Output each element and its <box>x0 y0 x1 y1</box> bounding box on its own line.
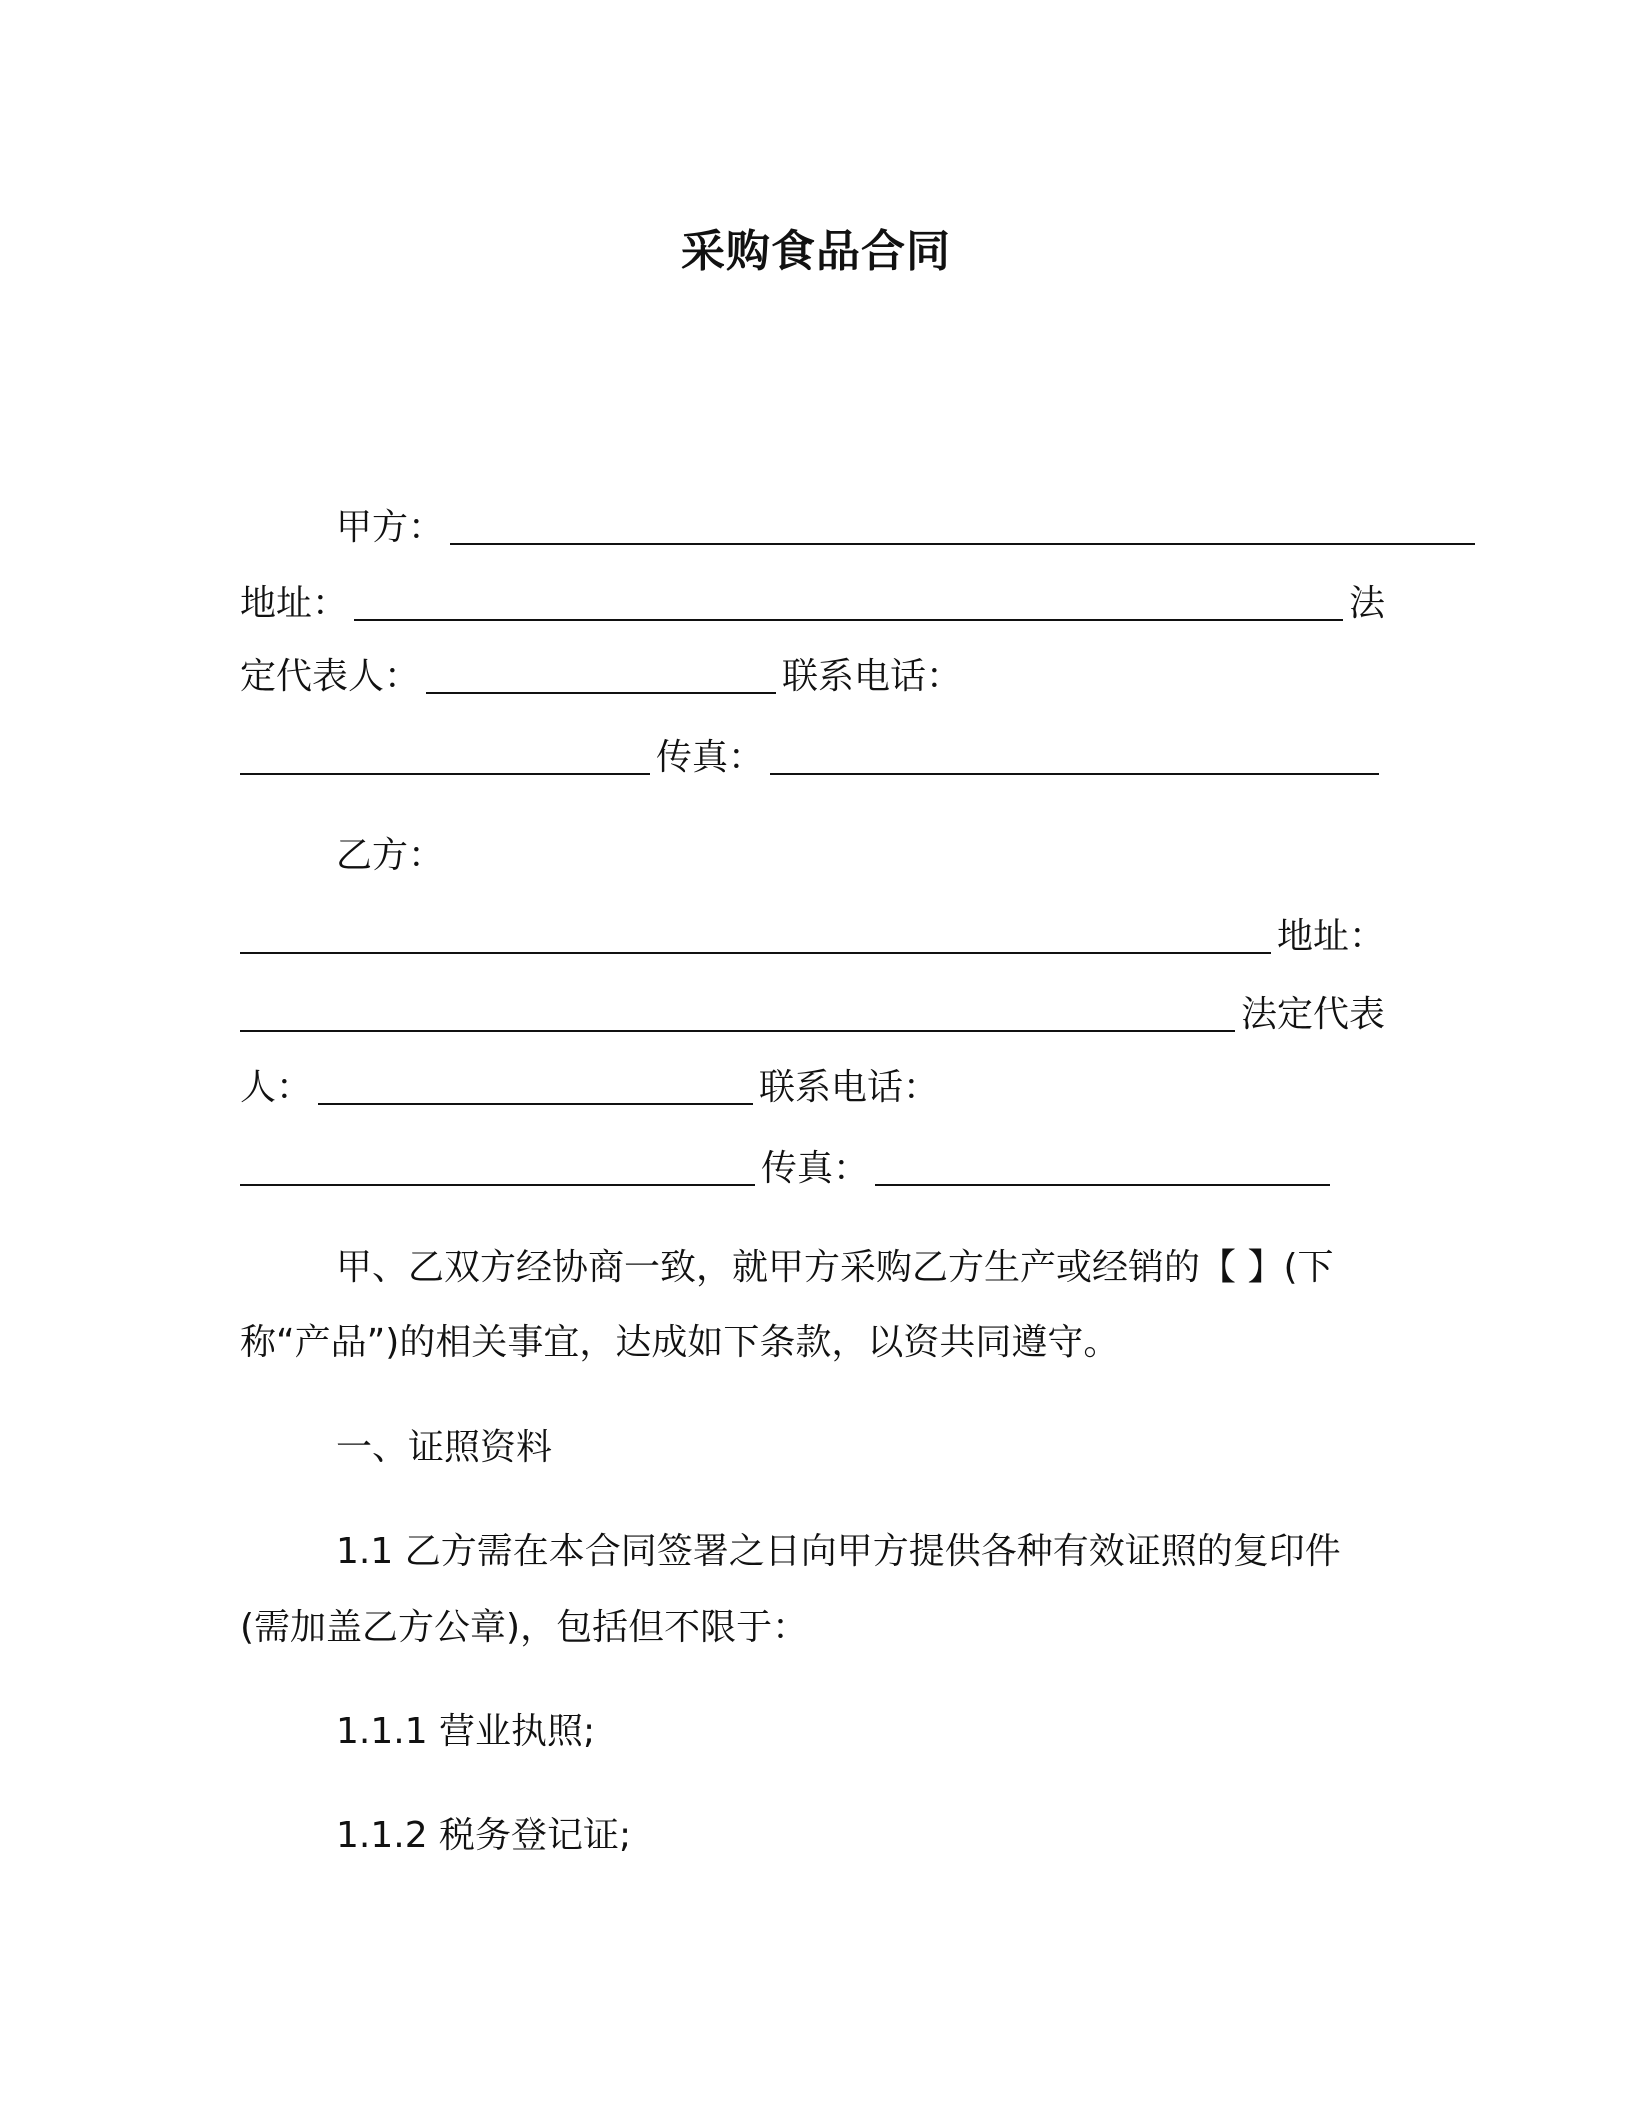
clause-1-1-1-text: 1.1.1 营业执照; <box>336 1711 596 1752</box>
party-b-phone-label: 联系电话： <box>759 1067 940 1108</box>
clause-1-1-text-2: (需加盖乙方公章)，包括但不限于： <box>240 1607 809 1648</box>
party-a-phone-label: 联系电话： <box>782 656 963 697</box>
party-b-label: 乙方： <box>336 835 445 876</box>
party-a-fax-blank[interactable] <box>770 739 1379 775</box>
intro-text-1: 甲、乙双方经协商一致，就甲方采购乙方生产或经销的【 】(下 <box>336 1247 1334 1288</box>
clause-1-1-line-1 <box>240 1527 1481 1577</box>
party-b-phone-fax-line <box>240 1144 1385 1194</box>
intro-paragraph-line-1 <box>240 1243 1481 1293</box>
clause-1-1-text-1: 1.1 乙方需在本合同签署之日向甲方提供各种有效证照的复印件 <box>336 1531 1341 1572</box>
clause-1-1-1 <box>240 1707 1481 1757</box>
party-b-name-address-line <box>240 912 1385 962</box>
party-b-line <box>240 831 1481 881</box>
party-a-rep-line <box>240 652 1385 702</box>
party-b-rep-label-1: 法定代表 <box>1240 994 1385 1035</box>
party-b-rep-label-2: 人： <box>240 1067 313 1108</box>
party-a-blank[interactable] <box>450 509 1475 545</box>
section-1-heading <box>240 1423 1481 1473</box>
party-a-fax-label: 传真： <box>656 737 765 778</box>
clause-1-1-line-2 <box>240 1603 1385 1653</box>
party-a-address-line <box>240 579 1385 629</box>
clause-1-1-2 <box>240 1811 1481 1861</box>
party-a-phone-fax-line <box>240 733 1385 783</box>
party-a-phone-blank[interactable] <box>240 739 650 775</box>
party-b-name-blank[interactable] <box>240 918 1271 954</box>
party-a-address-tail: 法 <box>1348 583 1385 624</box>
party-a-label: 甲方： <box>336 507 445 548</box>
party-b-fax-blank[interactable] <box>875 1150 1330 1186</box>
party-a-address-blank[interactable] <box>354 585 1343 621</box>
clause-1-1-2-text: 1.1.2 税务登记证; <box>336 1815 632 1856</box>
intro-paragraph-line-2 <box>240 1318 1385 1368</box>
party-a-rep-label: 定代表人： <box>240 656 421 697</box>
party-b-rep-line <box>240 1063 1385 1113</box>
party-b-address-blank[interactable] <box>240 996 1235 1032</box>
party-b-address-rep-line <box>240 990 1385 1040</box>
party-a-address-label: 地址： <box>240 583 349 624</box>
party-b-rep-blank[interactable] <box>318 1069 753 1105</box>
party-a-rep-blank[interactable] <box>426 658 776 694</box>
party-b-fax-label: 传真： <box>761 1148 870 1189</box>
party-a-line <box>240 503 1481 553</box>
section-1-heading-text: 一、证照资料 <box>336 1427 553 1468</box>
document-title: 采购食品合同 <box>681 226 951 277</box>
party-b-address-label: 地址： <box>1276 916 1385 957</box>
party-b-phone-blank[interactable] <box>240 1150 755 1186</box>
intro-text-2: 称“产品”)的相关事宜，达成如下条款，以资共同遵守。 <box>240 1322 1120 1363</box>
